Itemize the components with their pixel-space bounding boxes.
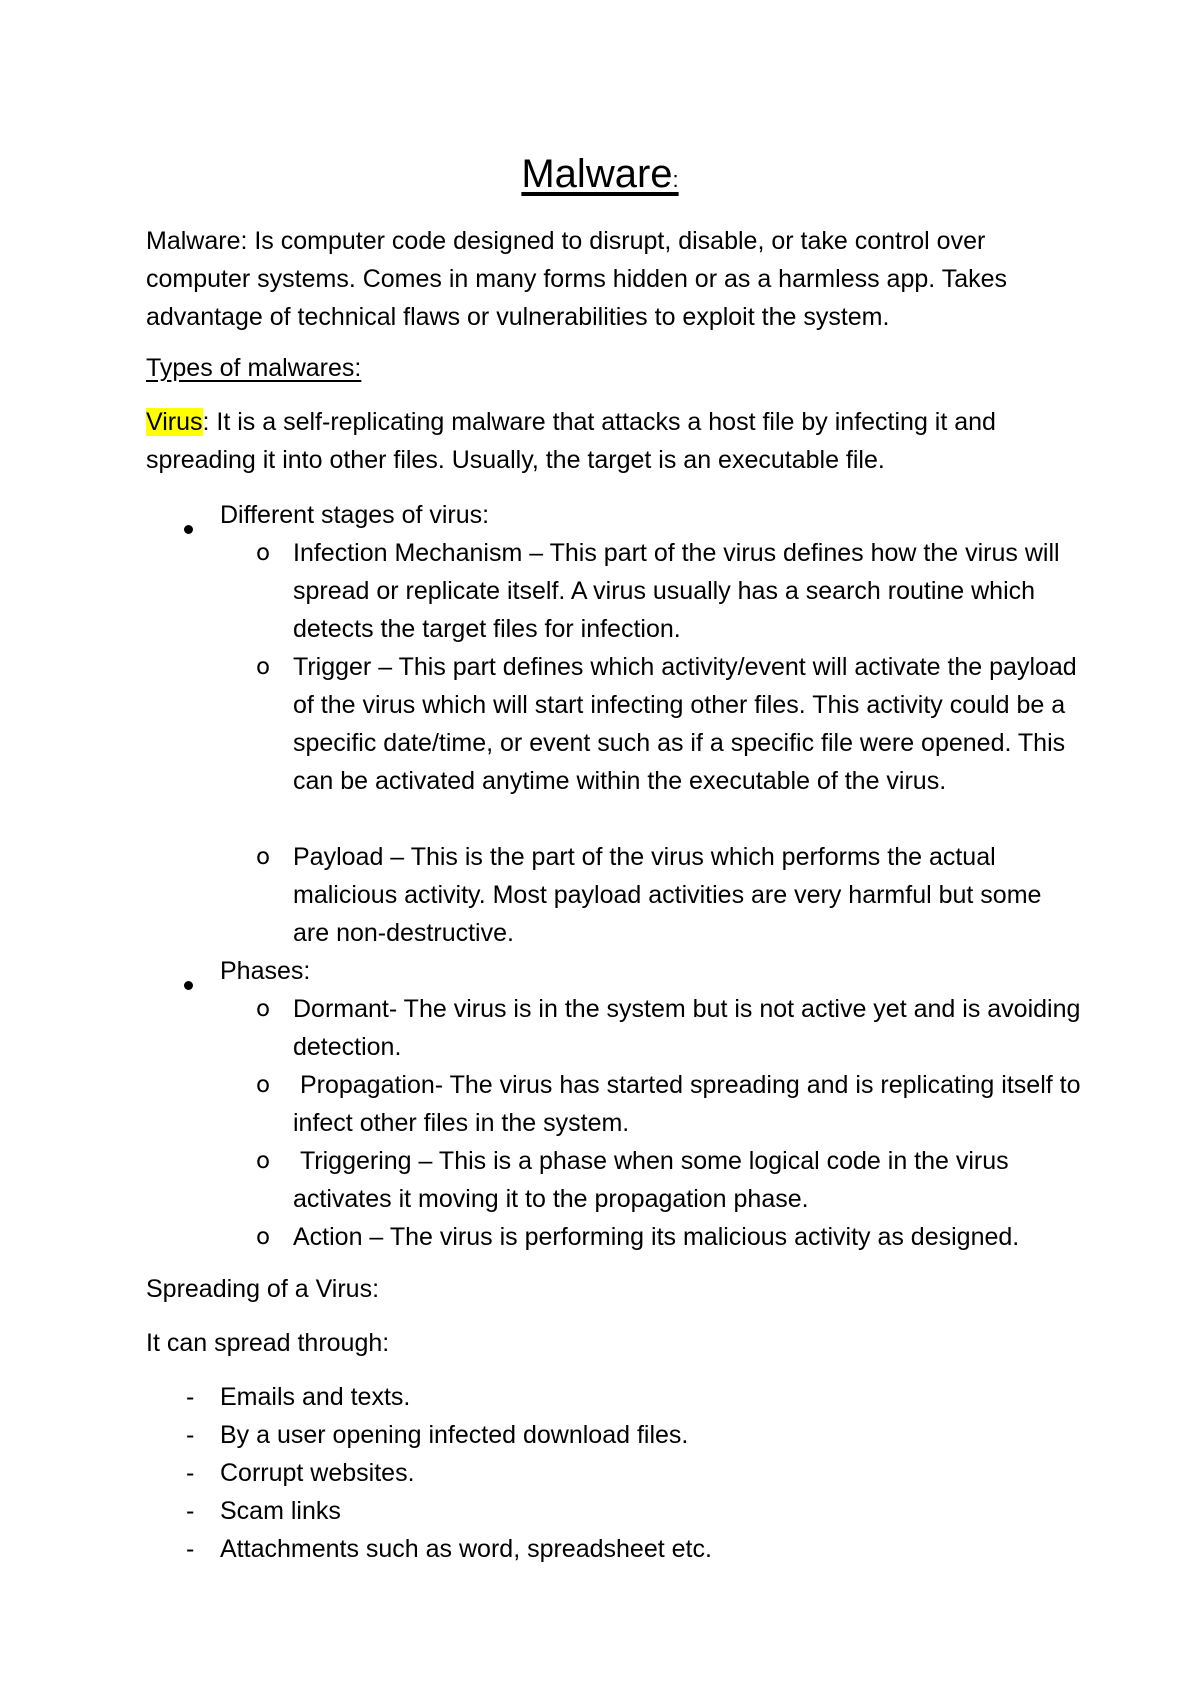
spread-item: Emails and texts. (220, 1383, 411, 1411)
stage-item: Payload – This is the part of the virus which performs the actual malicious activity. Most payload activities are very harmful but some are non-destructive. (293, 843, 1042, 947)
title-colon: : (672, 167, 679, 192)
types-heading-text: Types of malwares: (146, 354, 362, 382)
phase-item: Triggering – This is a phase when some logical code in the virus activates it moving it to the propagation phase. (293, 1147, 1016, 1213)
phases-label: Phases: (220, 957, 311, 985)
dash-icon: - (186, 1421, 195, 1449)
sub-bullet-icon: o (256, 1148, 271, 1174)
sub-bullet-icon: o (256, 1072, 271, 1098)
stage-item: Trigger – This part defines which activity/event will activate the payload of the virus which will start infecting other files. This activity could be a specific date/time, or event such as if a specific file were opened. This can be activated anytime within the executable of the virus. (293, 653, 1077, 795)
intro-paragraph: Malware: Is computer code designed to disrupt, disable, or take control over computer systems. Comes in many forms hidden or as a harmless app. Takes advantage of technical flaws or vulnerabilities to exploit the system. (146, 227, 1007, 331)
page-title (0, 148, 1200, 206)
sub-bullet-icon: o (256, 1224, 271, 1250)
stages-label: Different stages of virus: (220, 501, 490, 529)
virus-paragraph (146, 403, 1076, 479)
sub-bullet-icon: o (256, 654, 271, 680)
spreading-heading: Spreading of a Virus: (146, 1275, 380, 1303)
types-heading (146, 349, 1076, 387)
dash-icon: - (186, 1383, 195, 1411)
sub-bullet-icon: o (256, 996, 271, 1022)
title-text: Malware (521, 152, 673, 196)
sub-bullet-icon: o (256, 540, 271, 566)
spread-item: Corrupt websites. (220, 1459, 415, 1487)
stage-item: Infection Mechanism – This part of the virus defines how the virus will spread or replicate itself. A virus usually has a search routine which detects the target files for infection. (293, 539, 1060, 643)
virus-definition: : It is a self-replicating malware that attacks a host file by infecting it and spreading it into other files. Usually, the target is an executable file. (146, 408, 996, 474)
sub-bullet-icon: o (256, 844, 271, 870)
dash-icon: - (186, 1497, 195, 1525)
dash-icon: - (186, 1459, 195, 1487)
phase-item: Dormant- The virus is in the system but is not active yet and is avoiding detection. (293, 995, 1088, 1061)
spread-intro: It can spread through: (146, 1329, 390, 1357)
bullet-icon (184, 981, 193, 990)
spread-item: Attachments such as word, spreadsheet etc. (220, 1535, 712, 1563)
dash-icon: - (186, 1535, 195, 1563)
spread-item: Scam links (220, 1497, 341, 1525)
phase-item: Propagation- The virus has started spreading and is replicating itself to infect other files in the system. (293, 1071, 1088, 1137)
spread-item: By a user opening infected download files. (220, 1421, 689, 1449)
bullet-icon (184, 525, 193, 534)
phase-item: Action – The virus is performing its malicious activity as designed. (293, 1223, 1020, 1251)
virus-term: Virus (146, 408, 203, 436)
